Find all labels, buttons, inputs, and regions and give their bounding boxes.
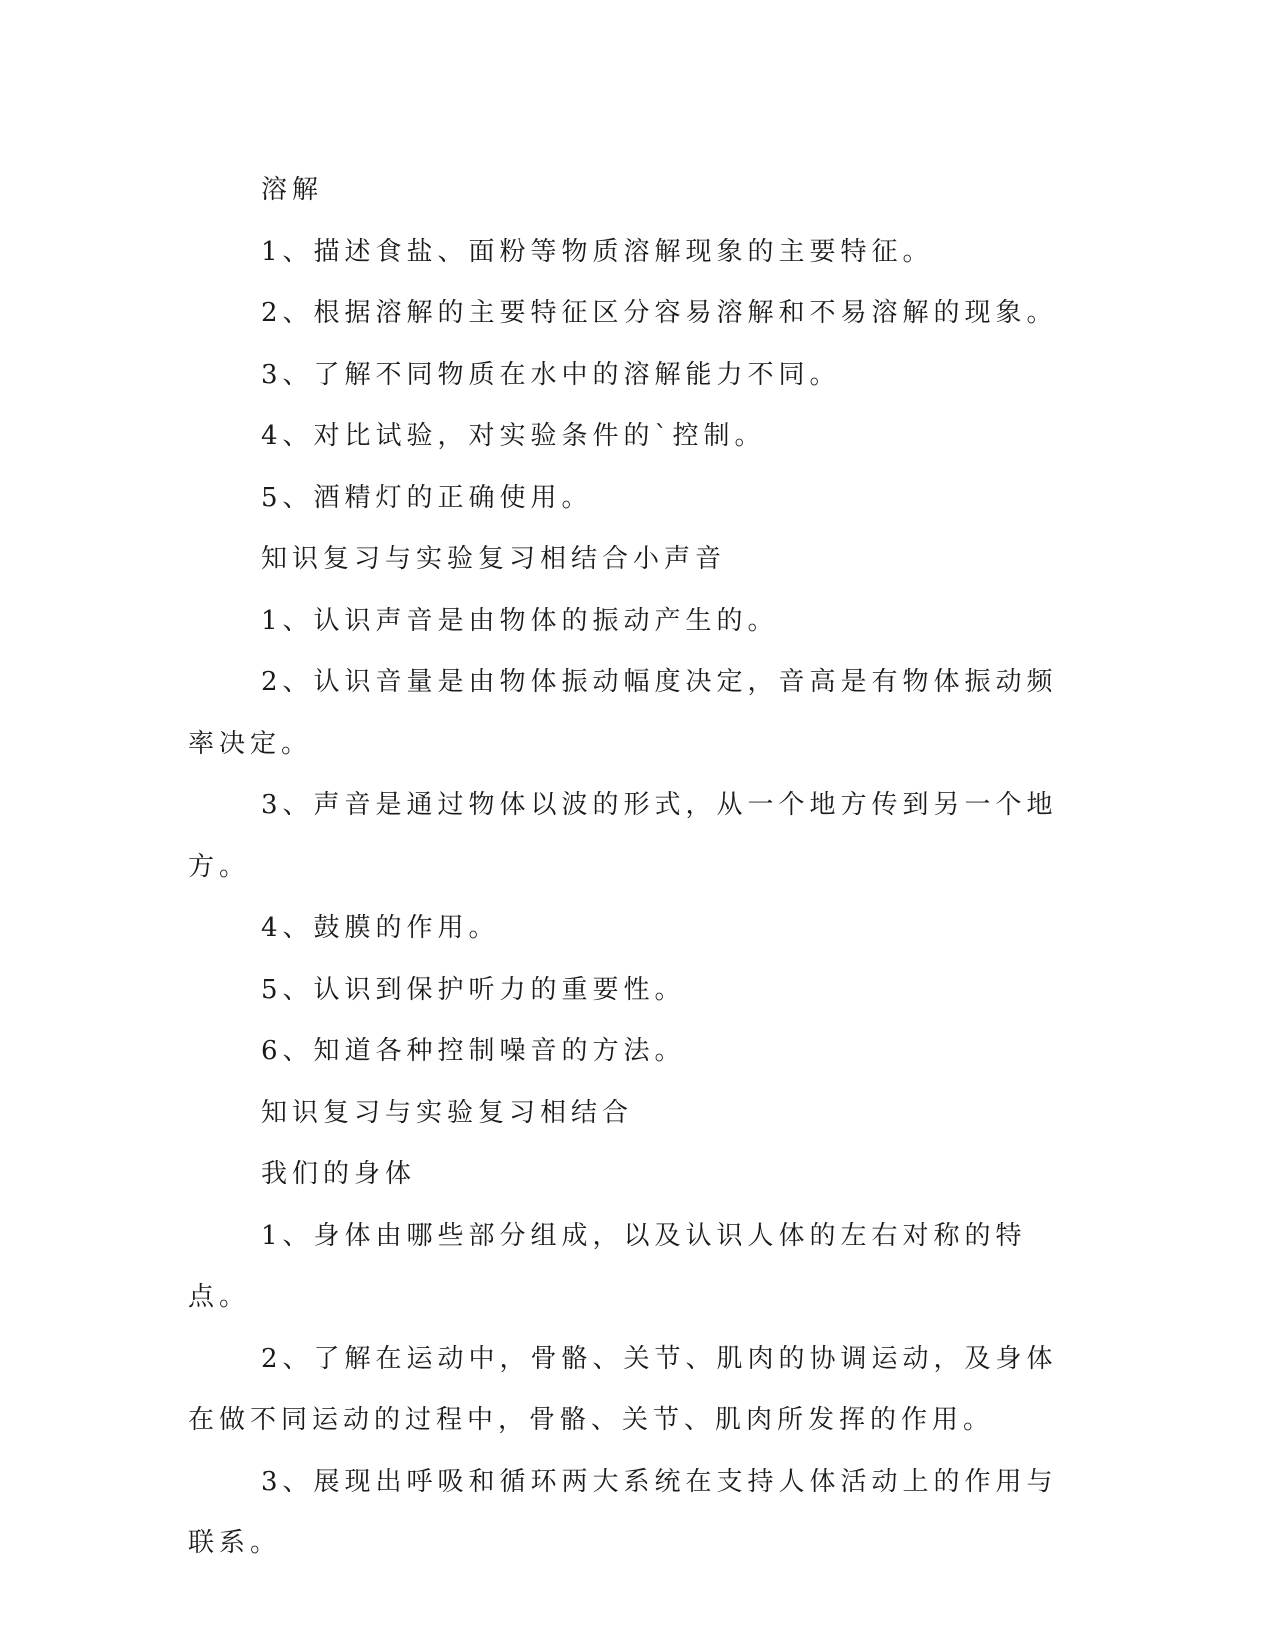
- list-item: 5、酒精灯的正确使用。: [261, 482, 593, 513]
- section-heading-body: 我们的身体: [261, 1159, 417, 1189]
- list-item: 6、知道各种控制噪音的方法。: [261, 1036, 686, 1066]
- list-item: 2、认识音量是由物体振动幅度决定，音高是有物体振动频率决定。: [188, 667, 1058, 759]
- section-heading-sound: 知识复习与实验复习相结合小声音: [261, 544, 727, 574]
- list-item: 4、鼓膜的作用。: [261, 913, 500, 943]
- list-item: 1、描述食盐、面粉等物质溶解现象的主要特征。: [261, 236, 934, 267]
- list-item: 2、了解在运动中，骨骼、关节、肌肉的协调运动，及身体在做不同运动的过程中，骨骼、关节、肌肉所发挥的作用。: [188, 1343, 1058, 1435]
- section-heading-dissolving: 溶解: [261, 175, 324, 205]
- list-item: 1、认识声音是由物体的振动产生的。: [261, 605, 779, 636]
- document-body: [188, 160, 1058, 1575]
- list-item: 1、身体由哪些部分组成，以及认识人体的左右对称的特点。: [188, 1220, 1027, 1312]
- list-item: 4、对比试验，对实验条件的`控制。: [261, 421, 766, 451]
- list-item: 2、根据溶解的主要特征区分容易溶解和不易溶解的现象。: [261, 298, 1058, 328]
- list-item: 3、展现出呼吸和循环两大系统在支持人体活动上的作用与联系。: [188, 1466, 1058, 1558]
- list-item: 3、声音是通过物体以波的形式，从一个地方传到另一个地方。: [188, 790, 1058, 882]
- list-item: 5、认识到保护听力的重要性。: [261, 974, 686, 1005]
- section-note: 知识复习与实验复习相结合: [261, 1097, 634, 1128]
- list-item: 3、了解不同物质在水中的溶解能力不同。: [261, 359, 841, 390]
